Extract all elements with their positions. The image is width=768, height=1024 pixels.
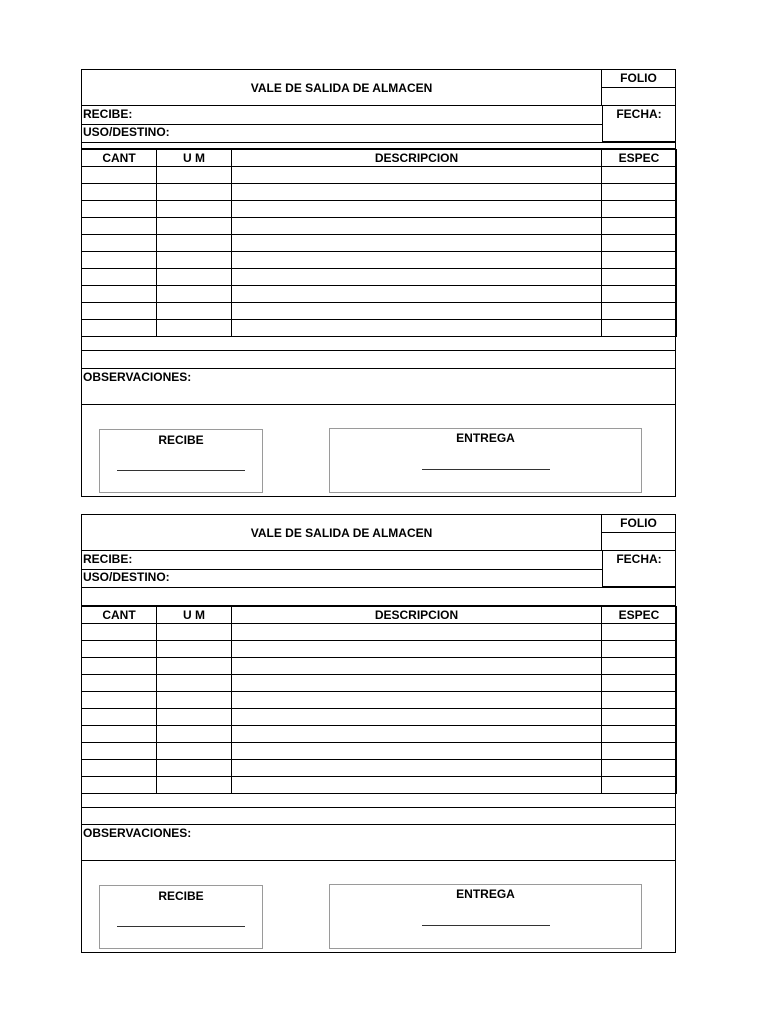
items-table: [81, 149, 677, 337]
col-cant: CANT: [82, 150, 157, 167]
signature-line: [422, 925, 550, 926]
recibe-label: RECIBE:: [83, 107, 133, 121]
recibe-signature-label: RECIBE: [158, 889, 204, 903]
entrega-signature-box[interactable]: [329, 884, 642, 949]
folio-field[interactable]: [602, 88, 675, 106]
table-header-row: [82, 150, 677, 167]
col-cant: CANT: [82, 607, 157, 624]
col-descripcion: DESCRIPCION: [232, 607, 602, 624]
folio-label: FOLIO: [602, 515, 675, 533]
divider: [82, 368, 675, 369]
signature-line: [422, 469, 550, 470]
table-row[interactable]: [82, 641, 677, 658]
table-row[interactable]: [82, 624, 677, 641]
entrega-signature-label: ENTREGA: [456, 887, 515, 901]
vale-form-2: [81, 514, 676, 953]
recibe-signature-box[interactable]: [99, 885, 263, 949]
table-row[interactable]: [82, 709, 677, 726]
items-table: [81, 606, 677, 794]
table-row[interactable]: [82, 675, 677, 692]
observaciones-label: OBSERVACIONES:: [83, 826, 192, 840]
col-espec: ESPEC: [602, 607, 677, 624]
folio-field[interactable]: [602, 533, 675, 551]
form-title: VALE DE SALIDA DE ALMACEN: [82, 70, 602, 106]
table-row[interactable]: [82, 286, 677, 303]
col-espec: ESPEC: [602, 150, 677, 167]
uso-destino-label: USO/DESTINO:: [83, 570, 170, 584]
table-row[interactable]: [82, 218, 677, 235]
divider: [82, 824, 675, 825]
fecha-label: FECHA:: [616, 552, 662, 566]
col-um: U M: [157, 607, 232, 624]
table-row[interactable]: [82, 320, 677, 337]
table-row[interactable]: [82, 167, 677, 184]
table-row[interactable]: [82, 252, 677, 269]
fecha-field[interactable]: [602, 106, 675, 142]
recibe-signature-label: RECIBE: [158, 433, 204, 447]
entrega-signature-box[interactable]: [329, 428, 642, 493]
fecha-field[interactable]: [602, 551, 675, 587]
form-title: VALE DE SALIDA DE ALMACEN: [82, 515, 602, 551]
table-row[interactable]: [82, 726, 677, 743]
recibe-signature-box[interactable]: [99, 429, 263, 493]
divider: [82, 142, 675, 143]
table-row[interactable]: [82, 658, 677, 675]
table-row[interactable]: [82, 743, 677, 760]
col-um: U M: [157, 150, 232, 167]
table-row[interactable]: [82, 184, 677, 201]
table-row[interactable]: [82, 235, 677, 252]
table-row[interactable]: [82, 760, 677, 777]
entrega-signature-label: ENTREGA: [456, 431, 515, 445]
table-row[interactable]: [82, 692, 677, 709]
divider: [82, 807, 675, 808]
table-row[interactable]: [82, 777, 677, 794]
uso-destino-label: USO/DESTINO:: [83, 125, 170, 139]
table-row[interactable]: [82, 303, 677, 320]
signature-line: [117, 470, 245, 471]
observaciones-label: OBSERVACIONES:: [83, 370, 192, 384]
folio-label: FOLIO: [602, 70, 675, 88]
table-row[interactable]: [82, 269, 677, 286]
divider: [82, 404, 675, 405]
table-row[interactable]: [82, 201, 677, 218]
recibe-label: RECIBE:: [83, 552, 133, 566]
divider: [82, 587, 675, 588]
table-header-row: [82, 607, 677, 624]
signature-line: [117, 926, 245, 927]
fecha-label: FECHA:: [616, 107, 662, 121]
vale-form-1: [81, 69, 676, 497]
divider: [82, 860, 675, 861]
col-descripcion: DESCRIPCION: [232, 150, 602, 167]
divider: [82, 350, 675, 351]
